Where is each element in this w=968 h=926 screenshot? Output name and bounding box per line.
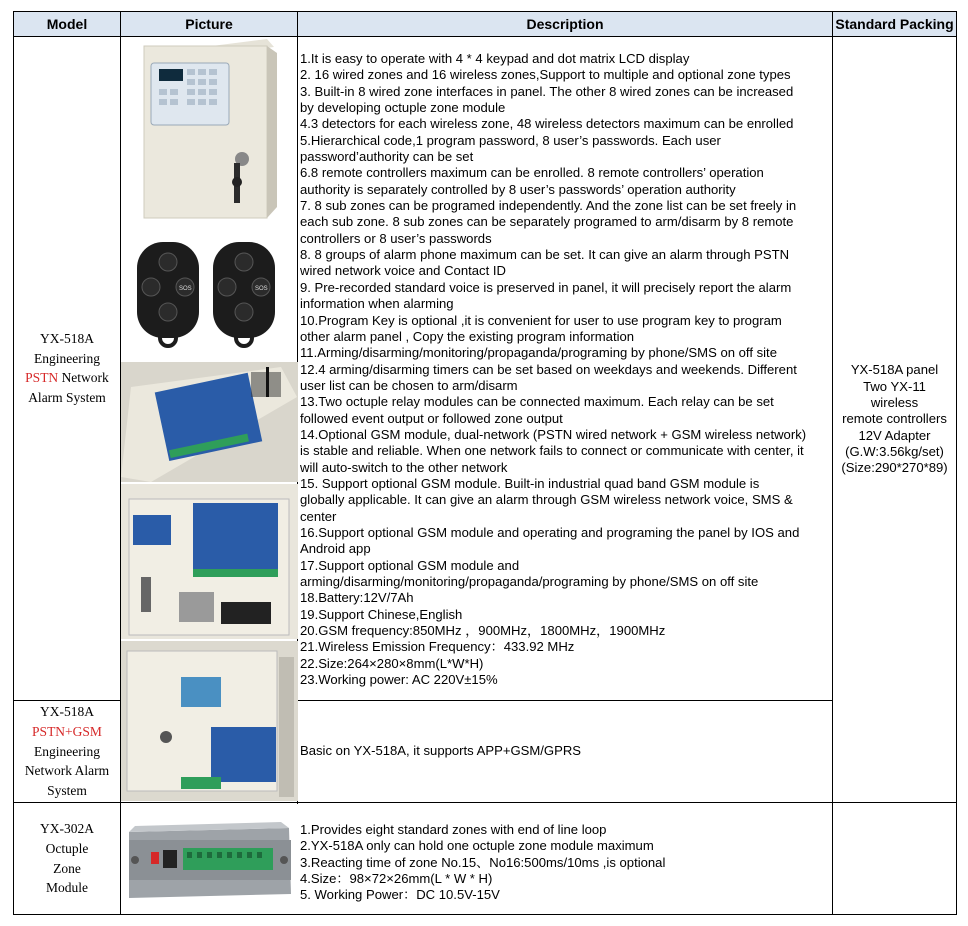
feature-line: by developing octuple zone module [300, 100, 506, 116]
picture-cell [121, 37, 298, 803]
feature-line: Android app [300, 541, 371, 557]
feature-line: Basic on YX-518A, it supports APP+GSM/GPRS [300, 743, 582, 759]
feature-line: other alarm panel , Copy the existing program information [300, 328, 635, 344]
feature-line: 11.Arming/disarming/monitoring/propaganda/programing by phone/SMS on off site [300, 345, 777, 361]
remote-controller-right [213, 242, 275, 346]
product-spec-table [13, 11, 957, 915]
sos-label-left: SOS [179, 286, 192, 292]
table-row-yx-302a [14, 803, 957, 915]
remote-controller-left [137, 242, 199, 346]
zone-module-svg [121, 804, 298, 914]
feature-list [300, 37, 832, 688]
feature-line: 17.Support optional GSM module and [300, 557, 520, 573]
picture-cell [121, 803, 298, 915]
feature-line: 20.GSM frequency:850MHz ，900MHz，1800MHz，1900MHz [300, 623, 666, 639]
packing-line: YX-518A panel [850, 362, 939, 378]
model-name: YX-518A [40, 704, 94, 720]
model-cell [14, 803, 121, 915]
feature-line: 12.4 arming/disarming timers can be set based on weekdays and weekends. Different [300, 361, 797, 377]
model-name: YX-518A [40, 331, 94, 347]
remote-controllers-photo [125, 232, 295, 362]
packing-cell-empty [833, 803, 957, 915]
feature-line: 22.Size:264×280×8mm(L*W*H) [300, 655, 484, 671]
model-network-tag: PSTN+GSM [32, 724, 102, 740]
feature-line: wired network voice and Contact ID [300, 263, 506, 279]
feature-line: 1.Provides eight standard zones with end of line loop [300, 822, 607, 837]
model-subtitle: Engineering [34, 350, 100, 366]
feature-line: 13.Two octuple relay modules can be connected maximum. Each relay can be set [300, 394, 774, 410]
feature-line: 7. 8 sub zones can be programed independently. And the zone list can be set freely in [300, 198, 797, 214]
alarm-panel-photo [125, 39, 295, 224]
header-packing: Standard Packing [833, 12, 957, 37]
feature-line: 2. 16 wired zones and 16 wireless zones,Support to multiple and optional zone types [300, 67, 791, 83]
header-description: Description [298, 12, 833, 37]
model-system-label: Network Alarm [24, 763, 110, 779]
feature-line: each sub zone. 8 sub zones can be separately programed to arm/disarm by 8 remote [300, 214, 794, 230]
packing-line: 12V Adapter [858, 427, 931, 443]
product-photos-svg [121, 37, 298, 802]
product-photos [121, 37, 298, 802]
feature-line: 14.Optional GSM module, dual-network (PSTN wired network + GSM wireless network) [300, 426, 807, 442]
feature-line: information when alarming [300, 296, 454, 312]
feature-line: 4.Size：98×72×26mm(L * W * H) [300, 871, 493, 887]
feature-line: center [300, 508, 337, 524]
packing-line: remote controllers [842, 411, 947, 427]
header-model: Model [14, 12, 121, 37]
feature-line: 5. Working Power：DC 10.5V-15V [300, 887, 500, 903]
feature-line: authority is separately controlled by 8 user’s passwords’ operation authority [300, 181, 736, 197]
feature-line: 23.Working power: AC 220V±15% [300, 672, 498, 688]
packing-cell [833, 37, 957, 803]
feature-line: globally applicable. It can give an alarm through GSM wireless network voice, SMS & [300, 492, 793, 508]
feature-line: user list can be chosen to arm/disarm [300, 377, 518, 393]
description-cell [298, 37, 833, 701]
feature-line: 4.3 detectors for each wireless zone, 48 wireless detectors maximum can be enrolled [300, 116, 794, 132]
model-network-tag: PSTN [25, 370, 59, 386]
description-cell [298, 700, 833, 802]
model-subtitle: Engineering [34, 743, 100, 759]
feature-line: 15. Support optional GSM module. Built-in industrial quad band GSM module is [300, 475, 760, 491]
header-picture: Picture [121, 12, 298, 37]
model-system-label: System [47, 782, 87, 798]
feature-line: 21.Wireless Emission Frequency：433.92 MHz [300, 639, 575, 655]
feature-line: 19.Support Chinese,English [300, 606, 463, 622]
header-row [14, 12, 957, 37]
internal-board-photo [121, 362, 298, 482]
enclosure-board-photo [121, 484, 298, 639]
feature-line: 3.Reacting time of zone No.15、No16:500ms/10ms ,is optional [300, 854, 666, 870]
model-system-label: Alarm System [28, 390, 106, 406]
feature-line: 2.YX-518A only can hold one octuple zone module maximum [300, 838, 654, 854]
feature-line: is stable and reliable. When one network fails to connect or communicate with center, it [300, 443, 804, 459]
model-cell [14, 700, 121, 802]
description-cell [298, 803, 833, 915]
feature-line: 5.Hierarchical code,1 program password, 8 user’s passwords. Each user [300, 132, 721, 148]
packing-line: wireless [870, 395, 919, 411]
feature-line: followed event output or followed zone output [300, 410, 563, 426]
feature-line: password’authority can be set [300, 149, 474, 165]
feature-line: 3. Built-in 8 wired zone interfaces in panel. The other 8 wired zones can be increased [300, 83, 794, 99]
model-cell [14, 37, 121, 701]
model-subtitle: Octuple [45, 840, 89, 856]
packing-line: (Size:290*270*89) [841, 460, 948, 476]
feature-line: 16.Support optional GSM module and operating and programing the panel by IOS and [300, 524, 800, 540]
zone-module-photo [121, 804, 298, 914]
model-subtitle: Zone [53, 860, 81, 876]
feature-line: 6.8 remote controllers maximum can be enrolled. 8 remote controllers’ operation [300, 165, 764, 181]
gsm-board-photo [121, 641, 298, 801]
model-name: YX-302A [40, 821, 94, 837]
feature-line: 9. Pre-recorded standard voice is preserved in panel, it will precisely report the alarm [300, 279, 792, 295]
feature-line: arming/disarming/monitoring/propaganda/programing by phone/SMS on off site [300, 574, 759, 589]
sos-label-right: SOS [255, 286, 268, 292]
table-row-yx-518a [14, 37, 957, 701]
feature-line: 18.Battery:12V/7Ah [300, 590, 414, 606]
feature-line: 8. 8 groups of alarm phone maximum can be set. It can give an alarm through PSTN [300, 247, 790, 263]
feature-line: will auto-switch to the other network [300, 459, 508, 475]
feature-line: 1.It is easy to operate with 4 * 4 keypad and dot matrix LCD display [300, 51, 690, 66]
feature-line: 10.Program Key is optional ,it is convenient for user to use program key to program [300, 312, 782, 328]
packing-line: Two YX-11 [863, 378, 926, 394]
model-system-label: Module [46, 880, 88, 896]
packing-line: (G.W:3.56kg/set) [845, 443, 944, 459]
feature-line: controllers or 8 user’s passwords [300, 230, 492, 246]
model-network-word: Network [61, 370, 109, 386]
